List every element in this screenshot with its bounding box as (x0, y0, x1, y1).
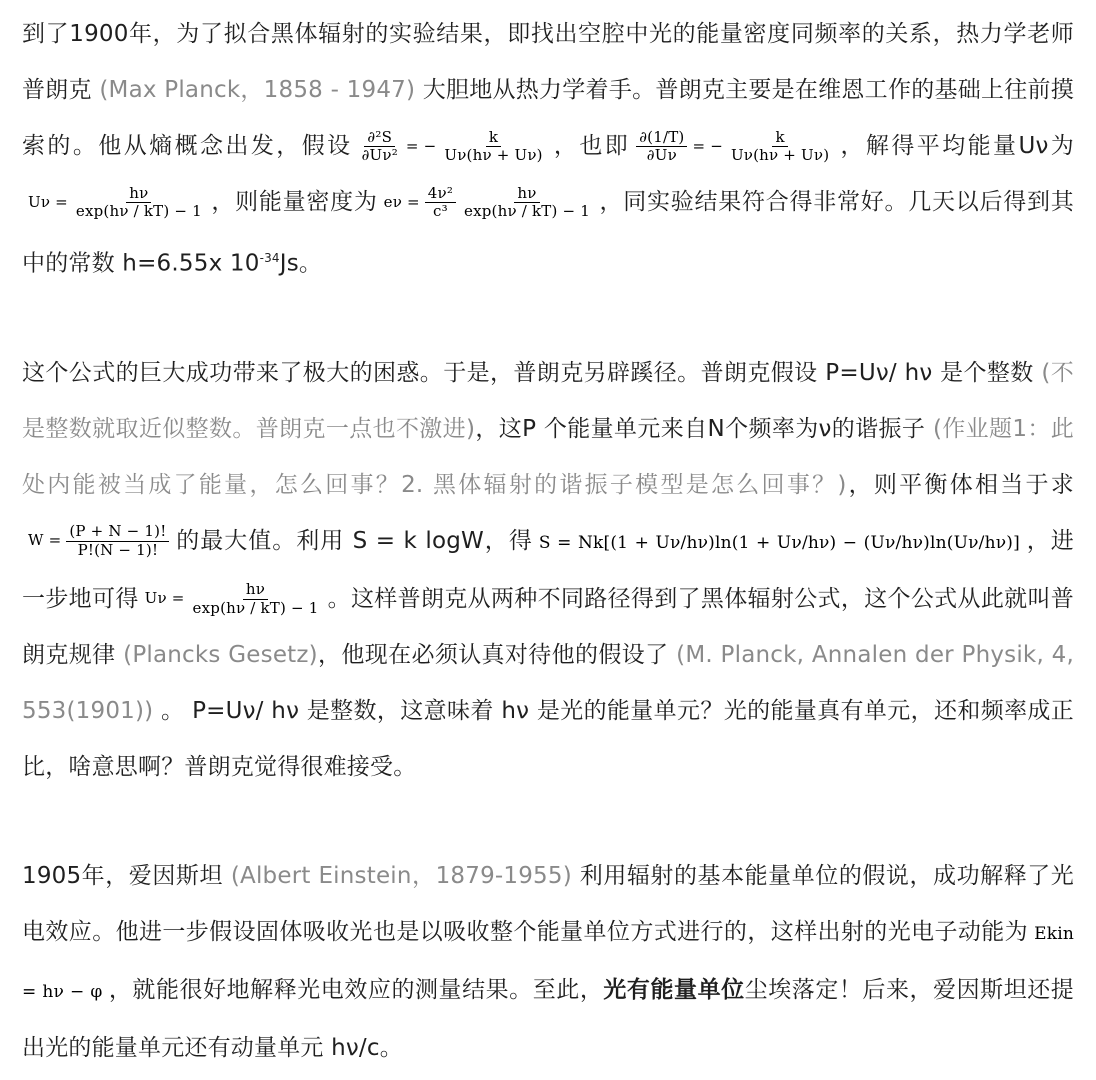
aside-homework-questions: (作业题1：此处内能被当成了能量，怎么回事？2. 黑体辐射的谐振子模型是怎么回事？) (22, 415, 1074, 498)
exponent: -34 (259, 251, 280, 265)
text-run: ，同实验结果符合得非常好。几天以后得到其中的常数 h=6.55x 10 (22, 189, 1074, 277)
text-run: 大胆地从热力学着手。普朗克主要是在维恩工作的基础上往前摸索的。他从熵概念出发，假设 (22, 77, 1074, 159)
paragraph-planck-quanta (22, 345, 1074, 795)
text-run: 1905年，爱因斯坦 (22, 862, 231, 889)
text-run: 这个公式的巨大成功带来了极大的困惑。于是，普朗克另辟蹊径。普朗克假设 P=Uν/ hν 是个整数 (22, 359, 1042, 386)
formula-photoelectric: Ekin = hν − φ (22, 923, 1074, 1002)
text-run: 到了1900年，为了拟合黑体辐射的实验结果，即找出空腔中光的能量密度同频率的关系，热力学老师普朗克 (22, 21, 1074, 103)
text-run: ，则能量密度为 (210, 189, 378, 215)
aside-einstein-dates: (Albert Einstein，1879-1955) (230, 862, 572, 889)
text-run: ，也即 (551, 133, 631, 159)
formula-mean-energy: Uν = $\frac{h\nu}{\exp(h\nu / kT) - 1}$ (28, 183, 202, 220)
text-run: ，就能很好地解释光电效应的测量结果。至此， (108, 976, 604, 1003)
text-run: ，解得平均能量Uν为 (838, 133, 1074, 159)
aside-plancks-gesetz: (Plancks Gesetz) (123, 641, 318, 668)
paragraph-einstein-1905 (22, 848, 1074, 1076)
text-run: 的最大值。利用 S = k logW，得 (175, 527, 533, 554)
formula-mean-energy-2: Uν = $\frac{h\nu}{\exp(h\nu / kT) - 1}$ (144, 580, 319, 617)
formula-entropy: S = Nk[(1 + Uν/hν)ln(1 + Uν/hν) − (Uν/hν)ln(Uν/hν)] (538, 532, 1020, 553)
formula-entropy-second-derivative: $\frac{\text{∂²S}}{\text{∂Uν²}}$ = − $\frac{k}{U\nu(h\nu + U\nu)}$ (361, 127, 543, 164)
text-run: 。这样普朗克从两种不同路径得到了黑体辐射公式，这个公式从此就叫普朗克规律 (22, 585, 1075, 668)
emphasis-energy-unit: 光有能量单位 (603, 976, 745, 1003)
aside-integer-note: (不是整数就取近似整数。普朗克一点也不激进) (22, 359, 1074, 442)
text-run: ，他现在必须认真对待他的假设了 (317, 641, 677, 668)
aside-planck-dates: (Max Planck，1858 - 1947) (99, 77, 416, 103)
formula-microstates: W = $\frac{(P + N - 1)!}{P!(N - 1)!}$ (28, 523, 169, 559)
text-run: ，这P 个能量单元来自N个频率为ν的谐振子 (475, 415, 933, 442)
paragraph-planck-1900 (22, 6, 1074, 292)
aside-citation: (M. Planck, Annalen der Physik, 4, 553(1901)) (22, 641, 1074, 724)
formula-inverse-temperature: $\frac{\partial(1/T)}{\partial U\nu}$ = − $\frac{k}{U\nu(h\nu + U\nu)}$ (636, 129, 832, 165)
formula-energy-density: eν = $\frac{\text{4ν²}}{\text{c³}}$ $\frac{h\nu}{\exp(h\nu / kT) - 1}$ (383, 183, 590, 220)
text-run: ，进一步地可得 (22, 527, 1074, 612)
text-run: 尘埃落定！后来，爱因斯坦还提出光的能量单元还有动量单元 hν/c。 (22, 976, 1074, 1061)
text-run: Js。 (279, 250, 323, 277)
text-run: 。 P=Uν/ hν 是整数，这意味着 hν 是光的能量单元？光的能量真有单元，还和频率成正比，啥意思啊？普朗克觉得很难接受。 (22, 697, 1074, 780)
text-run: ，则平衡体相当于求 (846, 471, 1074, 498)
text-run: 利用辐射的基本能量单位的假说，成功解释了光电效应。他进一步假设固体吸收光也是以吸收整个能量单位方式进行的，这样出射的光电子动能为 (22, 862, 1074, 945)
